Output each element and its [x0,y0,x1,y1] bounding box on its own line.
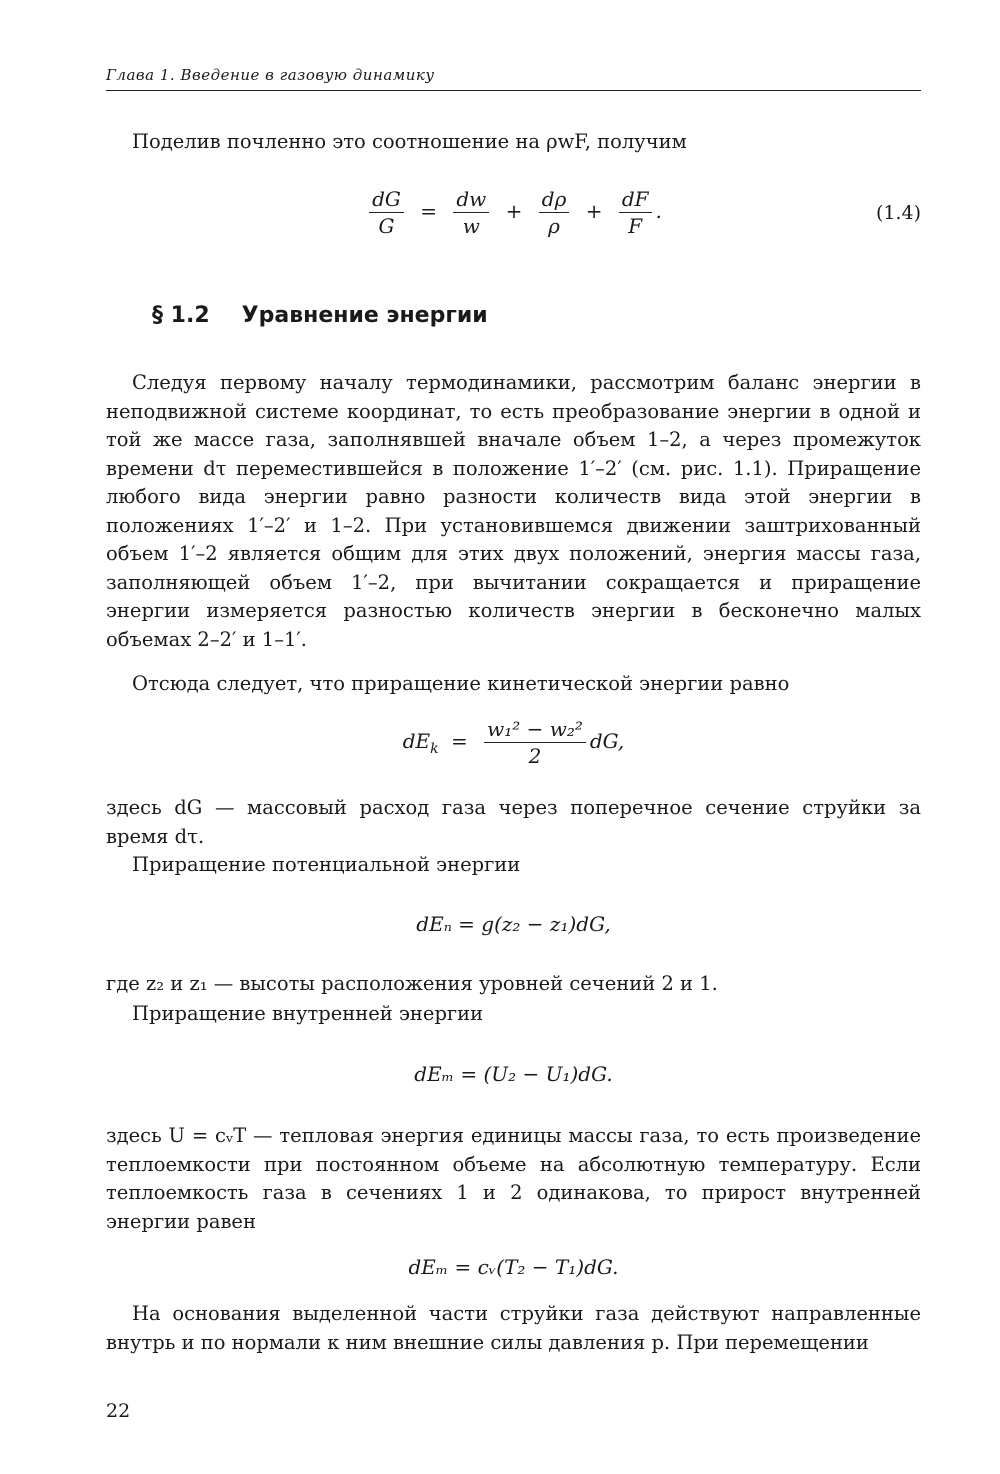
paragraph-pressure-forces: На основания выделенной части струйки газа действуют направленные внутрь и по нормали к ним внешние силы давления p. При перемещении [106,1302,921,1354]
fraction-drho-rho: $\frac{d\rho}{\rho}$ [539,186,570,239]
paragraph-mass-flow-note: здесь dG — массовый расход газа через поперечное сечение струйки за время dτ. [106,796,921,848]
fraction-dw-w: $\frac{dw}{w}$ [453,186,489,239]
fraction-kinetic: $\frac{\text{w₁² − w₂²}}{2}$ [484,716,586,769]
paragraph-energy-balance: Следуя первому началу термодинамики, рассмотрим баланс энергии в неподвижной системе координат, то есть преобразование энергии в одной и той же массе газа, заполнявшей вначале объем 1–2, а через промежуток времени dτ переместившейся в положение 1′–2′ (см. рис. 1.1). Приращение любого вида энергии равно разности количеств вида этой энергии в положениях 1′–2′ и 1–2. При установившемся движении заштрихованный объем 1′–2 является общим для этих двух положений, энергия массы газа, заполняющей объем 1′–2, при вычитании сокращается и приращение энергии измеряется разностью количеств энергии в бесконечно малых объемах 2–2′ и 1–1′. [106,371,921,651]
running-header: Глава 1. Введение в газовую динамику [106,66,921,91]
paragraph-internal-intro: Приращение внутренней энергии [132,1002,484,1025]
paragraph-kinetic-intro: Отсюда следует, что приращение кинетической энергии равно [132,672,790,695]
equation-kinetic-energy: $dE_k$ = $\frac{\text{w₁² − w₂²}}{2}$ dG, [402,717,625,768]
section-number: § 1.2 [152,303,210,328]
equation-number: (1.4) [875,201,921,224]
equation-internal-energy-cv: dEₘ = cᵥ(T₂ − T₁)dG. [408,1255,619,1279]
section-heading [152,303,488,328]
page-number: 22 [106,1400,131,1422]
equation-1-4: $\frac{dG}{G}$ = $\frac{dw}{w}$ + $\frac{d\rho}{\rho}$ + $\frac{dF}{F}$ . (1.4) [106,186,921,239]
fraction-dF-F: $\frac{dF}{F}$ [619,186,652,239]
intro-sentence: Поделив почленно это соотношение на ρwF, получим [132,130,687,153]
paragraph-potential-intro: Приращение потенциальной энергии [132,853,521,876]
paragraph-heights-note: где z₂ и z₁ — высоты расположения уровней сечений 2 и 1. [106,972,718,995]
equation-internal-energy: dEₘ = (U₂ − U₁)dG. [414,1062,613,1086]
paragraph-thermal-energy: здесь U = cᵥT — тепловая энергия единицы массы газа, то есть произведение теплоемкости при постоянном объеме на абсолютную температуру. Если теплоемкость газа в сечениях 1 и 2 одинакова, то прирост внутренней энергии равен [106,1124,921,1233]
equation-potential-energy: dEₙ = g(z₂ − z₁)dG, [416,912,611,936]
fraction-dG-G: $\frac{dG}{G}$ [369,186,404,239]
section-title: Уравнение энергии [241,303,488,328]
